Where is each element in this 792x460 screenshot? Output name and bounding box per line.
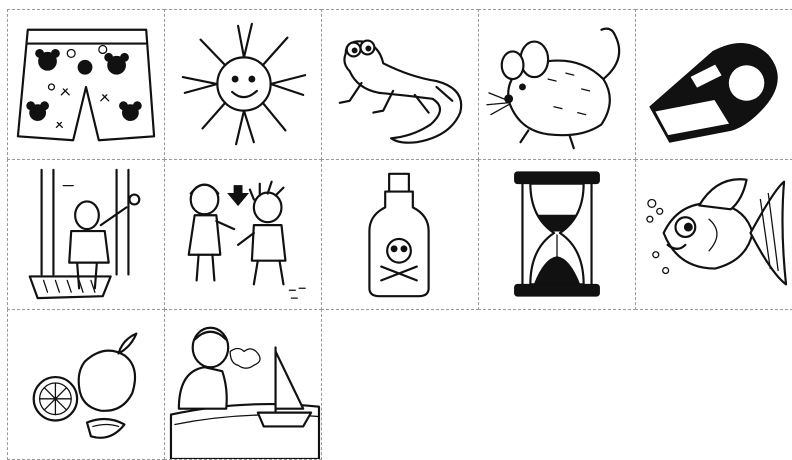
card-whistle[interactable] <box>635 9 792 160</box>
lemon-icon <box>8 310 164 459</box>
card-hourglass[interactable] <box>478 159 636 310</box>
mouse-icon <box>479 10 635 159</box>
card-shorts[interactable] <box>7 9 165 160</box>
hourglass-icon <box>479 160 635 309</box>
card-goldfish[interactable] <box>635 159 792 310</box>
card-poison-bottle[interactable] <box>321 159 479 310</box>
girl-at-door-icon <box>8 160 164 309</box>
children-talking-icon <box>165 160 321 309</box>
poison-bottle-icon <box>322 160 478 309</box>
card-man-blowing-sailboat[interactable] <box>164 309 322 460</box>
man-blowing-sailboat-icon <box>165 310 321 459</box>
goldfish-icon <box>636 160 792 309</box>
salamander-icon <box>322 10 478 159</box>
shorts-icon <box>8 10 164 159</box>
card-girl-at-door[interactable] <box>7 159 165 310</box>
whistle-icon <box>636 10 792 159</box>
card-mouse[interactable] <box>478 9 636 160</box>
sun-icon <box>165 10 321 159</box>
card-children-talking[interactable] <box>164 159 322 310</box>
card-salamander[interactable] <box>321 9 479 160</box>
card-lemon[interactable] <box>7 309 165 460</box>
card-sun[interactable] <box>164 9 322 160</box>
